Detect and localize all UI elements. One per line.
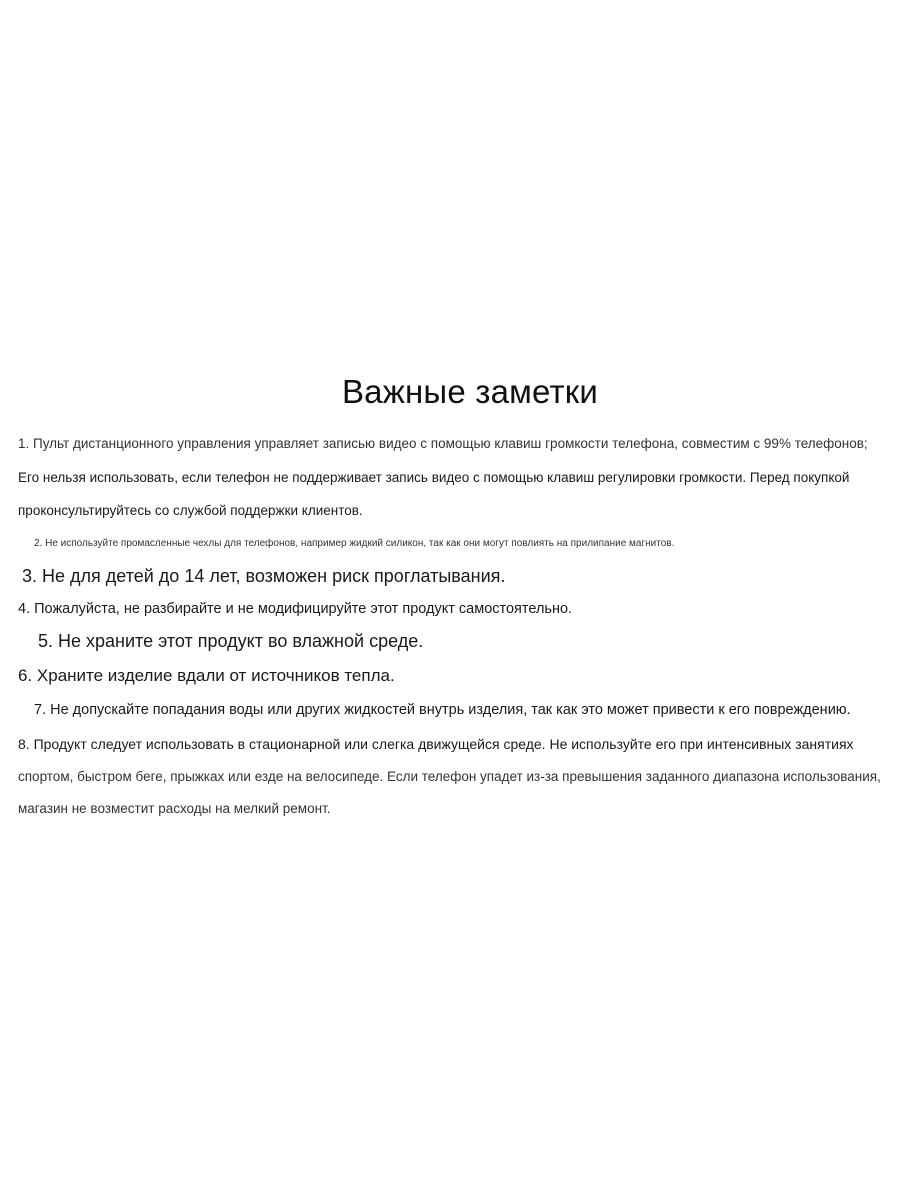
note-1-line-3: проконсультируйтесь со службой поддержки клиентов. (18, 503, 363, 518)
note-2: 2. Не используйте промасленные чехлы для телефонов, например жидкий силикон, так как они могут повлиять на прилипание магнитов. (34, 538, 675, 549)
note-1-line-2: Его нельзя использовать, если телефон не поддерживает запись видео с помощью клавиш регулировки громкости. Перед покупкой (18, 470, 850, 485)
page-title: Важные заметки (341, 373, 599, 410)
note-8-line-3: магазин не возместит расходы на мелкий ремонт. (18, 801, 331, 816)
note-8-line-1: 8. Продукт следует использовать в стационарной или слегка движущейся среде. Не используйте его при интенсивных занятиях (18, 736, 854, 752)
note-4: 4. Пожалуйста, не разбирайте и не модифицируйте этот продукт самостоятельно. (18, 601, 573, 617)
note-3: 3. Не для детей до 14 лет, возможен риск проглатывания. (22, 566, 506, 586)
note-7: 7. Не допускайте попадания воды или других жидкостей внутрь изделия, так как это может привести к его повреждению. (34, 702, 851, 718)
note-5: 5. Не храните этот продукт во влажной среде. (38, 631, 424, 651)
note-6: 6. Храните изделие вдали от источников тепла. (18, 666, 395, 685)
note-8-line-2: спортом, быстром беге, прыжках или езде на велосипеде. Если телефон упадет из-за превышения заданного диапазона использования, (18, 769, 881, 784)
note-1-line-1: 1. Пульт дистанционного управления управляет записью видео с помощью клавиш громкости телефона, совместим с 99% телефонов; (18, 436, 868, 451)
